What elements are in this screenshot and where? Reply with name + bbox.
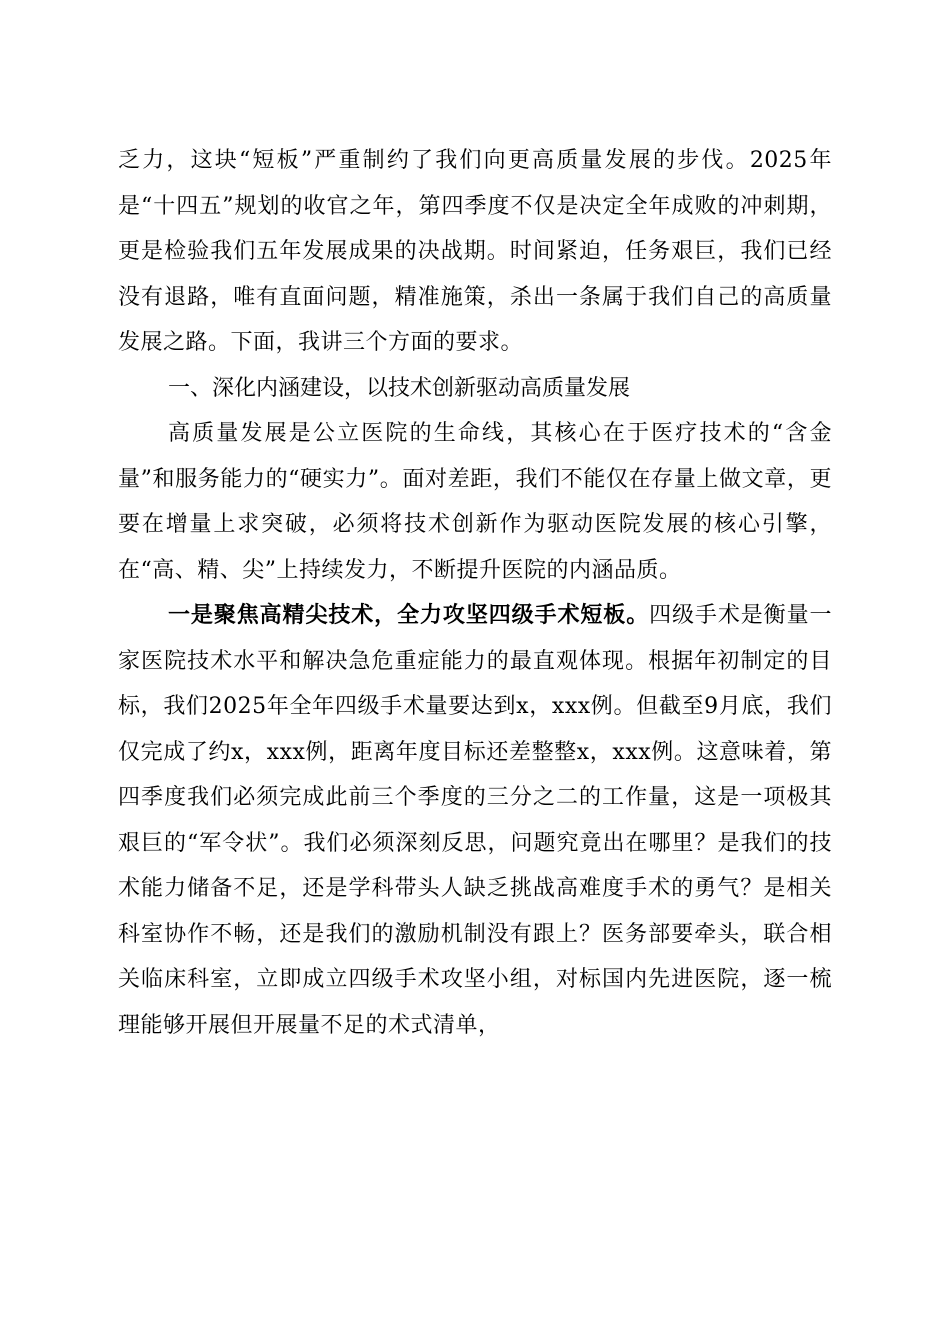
point-1-body: 四级手术是衡量一家医院技术水平和解决急危重症能力的最直观体现。根据年初制定的目标，我们2025年全年四级手术量要达到x，xxx例。但截至9月底，我们仅完成了约x，xxx例，距离年度目标还差整整x，xxx例。这意味着，第四季度我们必须完成此前三个季度的三分之二的工作量，这是一项极其艰巨的“军令状”。我们必须深刻反思，问题究竟出在哪里？是我们的技术能力储备不足，还是学科带头人缺乏挑战高难度手术的勇气？是相关科室协作不畅，还是我们的激励机制没有跟上？医务部要牵头，联合相关临床科室，立即成立四级手术攻坚小组，对标国内先进医院，逐一梳理能够开展但开展量不足的术式清单， <box>118 603 832 1038</box>
paragraph-intro-continuation: 乏力，这块“短板”严重制约了我们向更高质量发展的步伐。2025年是“十四五”规划的收官之年，第四季度不仅是决定全年成败的冲刺期，更是检验我们五年发展成果的决战期。时间紧迫，任务艰巨，我们已经没有退路，唯有直面问题，精准施策，杀出一条属于我们自己的高质量发展之路。下面，我讲三个方面的要求。 <box>118 148 832 355</box>
section-heading-1: 一、深化内涵建设，以技术创新驱动高质量发展 <box>168 375 631 401</box>
paragraph-section-1-intro: 高质量发展是公立医院的生命线，其核心在于医疗技术的“含金量”和服务能力的“硬实力”。面对差距，我们不能仅在存量上做文章，更要在增量上求突破，必须将技术创新作为驱动医院发展的核心引擎，在“高、精、尖”上持续发力，不断提升医院的内涵品质。 <box>118 421 832 583</box>
point-1-lead: 一是聚焦高精尖技术，全力攻坚四级手术短板。 <box>168 602 650 628</box>
document-body <box>118 138 832 1048</box>
paragraph-point-1 <box>118 593 832 1048</box>
